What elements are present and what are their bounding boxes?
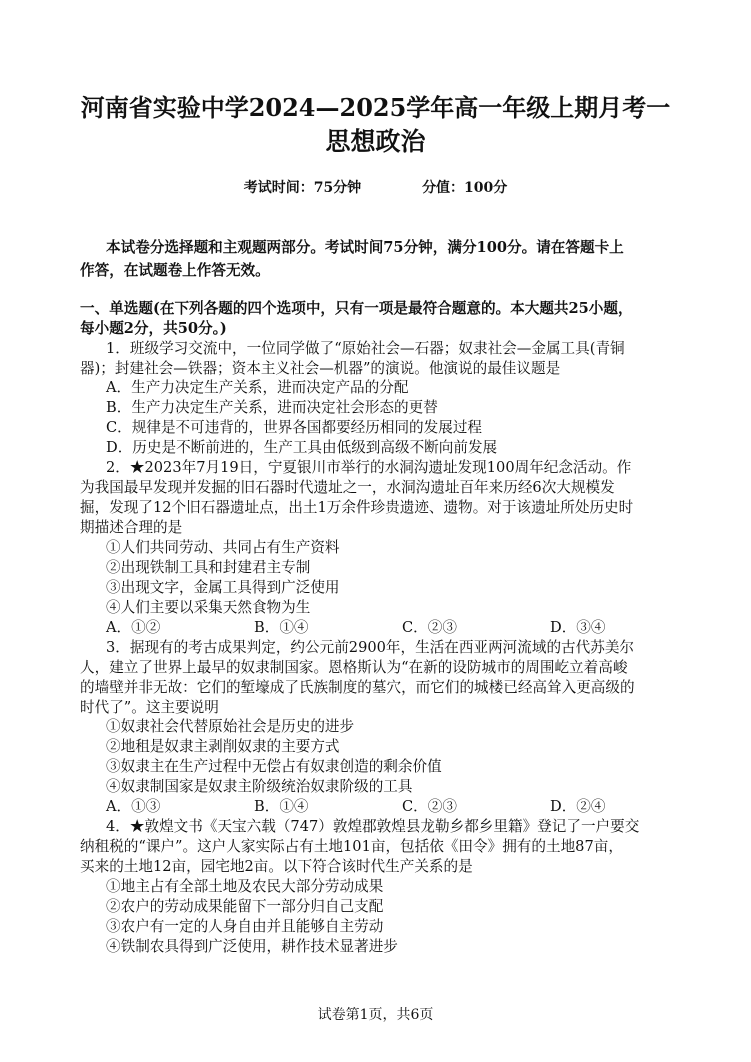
question-3-stem: 人，建立了世界上最早的奴隶制国家。恩格斯认为“在新的设防城市的周围屹立着高峻	[80, 659, 628, 676]
option-a: A．①②	[106, 619, 161, 636]
question-3-options	[106, 797, 698, 817]
question-1-option-d: D．历史是不断前进的，生产工具由低级到高级不断向前发展	[106, 439, 498, 456]
question-2-statement: ④人们主要以采集天然食物为生	[106, 599, 311, 616]
page-footer: 试卷第1页，共6页	[317, 1007, 434, 1023]
question-3-stem: 的墙壁并非无故：它们的堑壕成了氏族制度的墓穴，而它们的城楼已经高耸入更高级的	[80, 679, 635, 696]
question-2-stem: 2．★2023年7月19日，宁夏银川市举行的水洞沟遗址发现100周年纪念活动。作	[106, 459, 632, 476]
question-2-statement: ③出现文字，金属工具得到广泛使用	[106, 579, 340, 596]
exam-time: 考试时间：75分钟	[243, 180, 362, 196]
section-heading: 一、单选题(在下列各题的四个选项中，只有一项是最符合题意的。本大题共25小题，	[80, 300, 633, 317]
option-d: D．③④	[550, 619, 606, 636]
question-2-statement: ①人们共同劳动、共同占有生产资料	[106, 539, 340, 556]
option-b: B．①④	[254, 619, 309, 636]
question-3-statement: ②地租是奴隶主剥削奴隶的主要方式	[106, 738, 340, 755]
subject-title: 思想政治	[325, 127, 426, 156]
question-3-stem: 3．据现有的考古成果判定，约公元前2900年，生活在西亚两河流域的古代苏美尔	[106, 639, 635, 656]
intro-line: 作答，在试题卷上作答无效。	[80, 262, 270, 279]
section-heading: 每小题2分，共50分。)	[80, 320, 227, 337]
exam-meta	[0, 177, 751, 197]
question-4-statement: ①地主占有全部土地及农民大部分劳动成果	[106, 878, 384, 895]
question-3-statement: ③奴隶主在生产过程中无偿占有奴隶创造的剩余价值	[106, 758, 442, 775]
question-2-stem: 掘，发现了12个旧石器遗址点，出土1万余件珍贵遗迹、遗物。对于该遗址所处历史时	[80, 499, 634, 516]
exam-score: 分值：100分	[422, 180, 508, 196]
question-1-option-c: C．规律是不可违背的，世界各国都要经历相同的发展过程	[106, 419, 483, 436]
question-2-stem: 期描述合理的是	[80, 519, 183, 536]
question-4-stem: 买来的土地12亩，园宅地2亩。以下符合该时代生产关系的是	[80, 858, 473, 875]
question-4-stem: 4．★敦煌文书《天宝六载（747）敦煌郡敦煌县龙勒乡都乡里籍》登记了一户要交	[106, 818, 640, 835]
option-b: B．①④	[254, 798, 309, 815]
question-2-statement: ②出现铁制工具和封建君主专制	[106, 559, 311, 576]
question-1-stem: 1．班级学习交流中，一位同学做了“原始社会—石器；奴隶社会—金属工具(青铜	[106, 340, 625, 357]
option-a: A．①③	[106, 798, 161, 815]
question-4-statement: ④铁制农具得到广泛使用，耕作技术显著进步	[106, 938, 398, 955]
question-2-options	[106, 618, 698, 638]
exam-title: 河南省实验中学2024—2025学年高一年级上期月考一	[80, 93, 671, 122]
question-1-option-a: A．生产力决定生产关系，进而决定产品的分配	[106, 379, 409, 396]
question-1-option-b: B．生产力决定生产关系，进而决定社会形态的更替	[106, 399, 438, 416]
option-c: C．②③	[402, 798, 457, 815]
question-3-statement: ④奴隶制国家是奴隶主阶级统治奴隶阶级的工具	[106, 778, 413, 795]
option-d: D．②④	[550, 798, 606, 815]
question-4-statement: ③农户有一定的人身自由并且能够自主劳动	[106, 918, 384, 935]
intro-line: 本试卷分选择题和主观题两部分。考试时间75分钟，满分100分。请在答题卡上	[106, 239, 624, 256]
question-4-stem: 纳租税的“课户”。这户人家实际占有土地101亩，包括依《田令》拥有的土地87亩，	[80, 838, 623, 855]
option-c: C．②③	[402, 619, 457, 636]
question-4-statement: ②农户的劳动成果能留下一部分归自己支配	[106, 898, 384, 915]
question-3-statement: ①奴隶社会代替原始社会是历史的进步	[106, 718, 355, 735]
question-2-stem: 为我国最早发现并发掘的旧石器时代遗址之一，水洞沟遗址百年来历经6次大规模发	[80, 479, 615, 496]
question-1-stem: 器)；封建社会—铁器；资本主义社会—机器”的演说。他演说的最佳议题是	[80, 360, 561, 377]
question-3-stem: 时代了”。这主要说明	[80, 699, 219, 716]
